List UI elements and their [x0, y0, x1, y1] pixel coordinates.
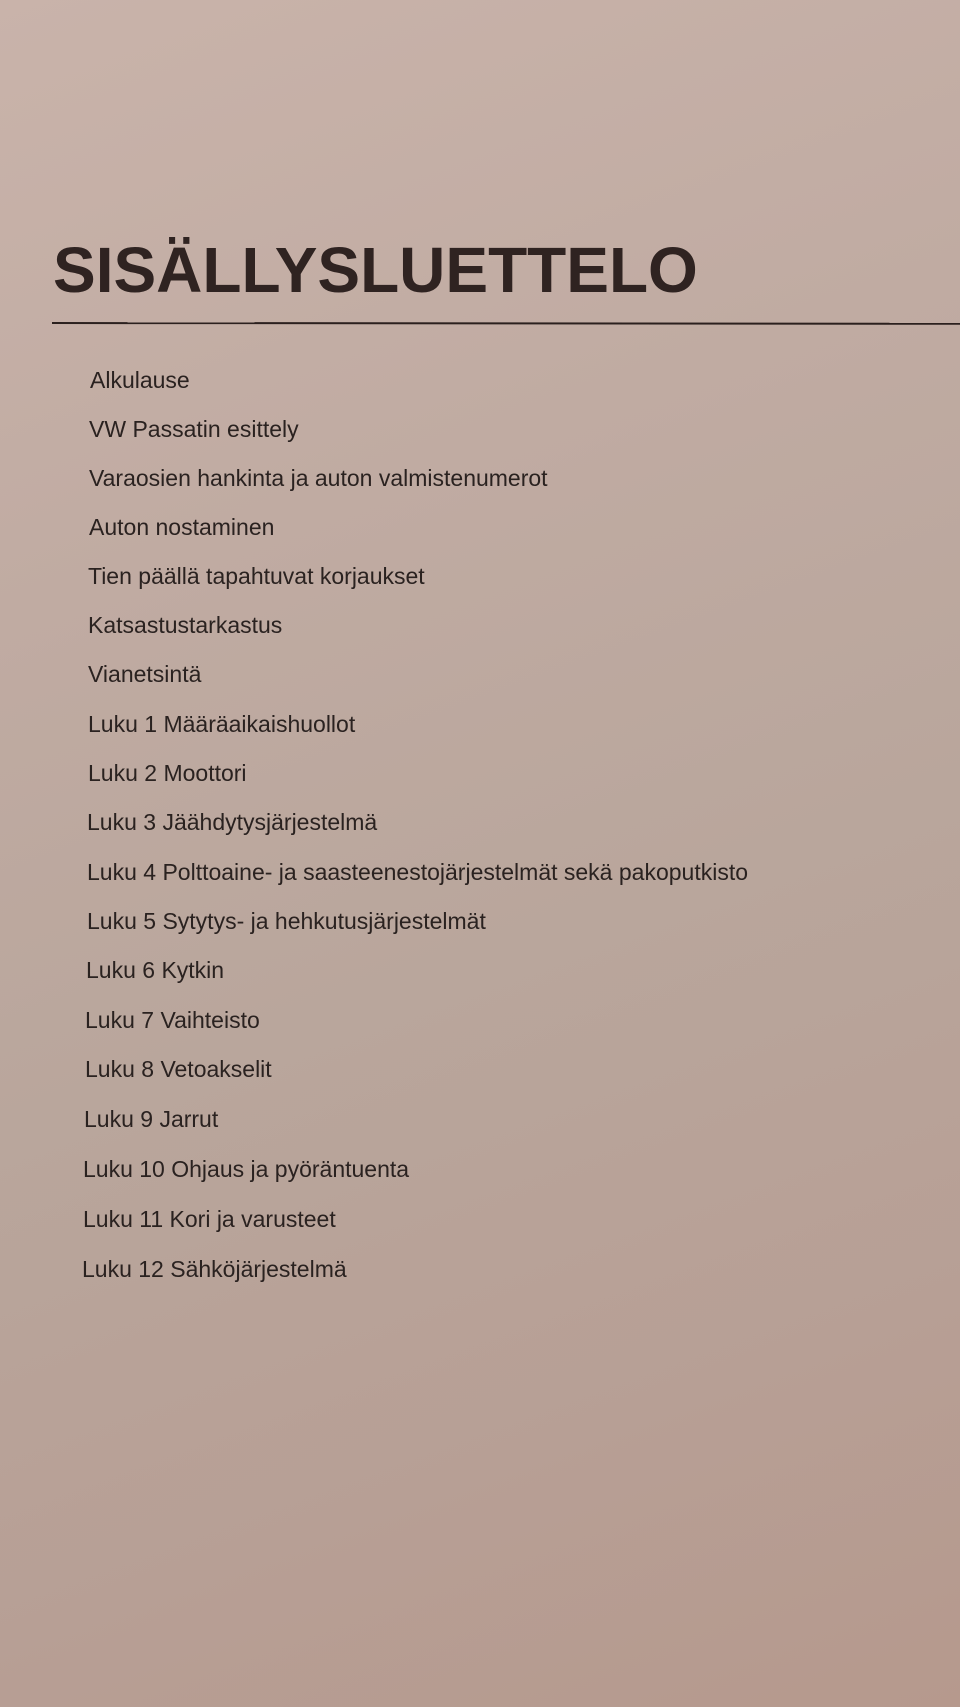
- toc-entry: VW Passatin esittely: [89, 416, 299, 442]
- toc-entry: Varaosien hankinta ja auton valmistenumerot: [89, 465, 548, 491]
- page-title: SISÄLLYSLUETTELO: [53, 234, 698, 306]
- toc-entry: Luku 1 Määräaikaishuollot: [88, 711, 356, 737]
- toc-entry: Luku 12 Sähköjärjestelmä: [82, 1256, 347, 1282]
- toc-entry: Luku 4 Polttoaine- ja saasteenestojärjestelmät sekä pakoputkisto: [87, 859, 749, 885]
- toc-entry: Luku 11 Kori ja varusteet: [83, 1206, 336, 1232]
- title-divider: [52, 322, 960, 325]
- toc-entry: Luku 6 Kytkin: [86, 957, 225, 983]
- toc-entry: Vianetsintä: [88, 661, 202, 687]
- toc-entry: Luku 3 Jäähdytysjärjestelmä: [87, 809, 378, 835]
- toc-entry: Katsastustarkastus: [88, 612, 283, 638]
- toc-entry: Luku 7 Vaihteisto: [85, 1007, 260, 1033]
- toc-entry: Luku 9 Jarrut: [84, 1106, 219, 1132]
- toc-entry: Luku 10 Ohjaus ja pyöräntuenta: [83, 1156, 410, 1182]
- toc-entry: Luku 8 Vetoakselit: [85, 1056, 272, 1082]
- toc-entry: Tien päällä tapahtuvat korjaukset: [88, 563, 425, 589]
- toc-entry: Auton nostaminen: [89, 514, 275, 540]
- toc-entry: Luku 5 Sytytys- ja hehkutusjärjestelmät: [87, 908, 486, 934]
- toc-entry: Alkulause: [90, 367, 190, 393]
- toc-entry: Luku 2 Moottori: [88, 760, 247, 786]
